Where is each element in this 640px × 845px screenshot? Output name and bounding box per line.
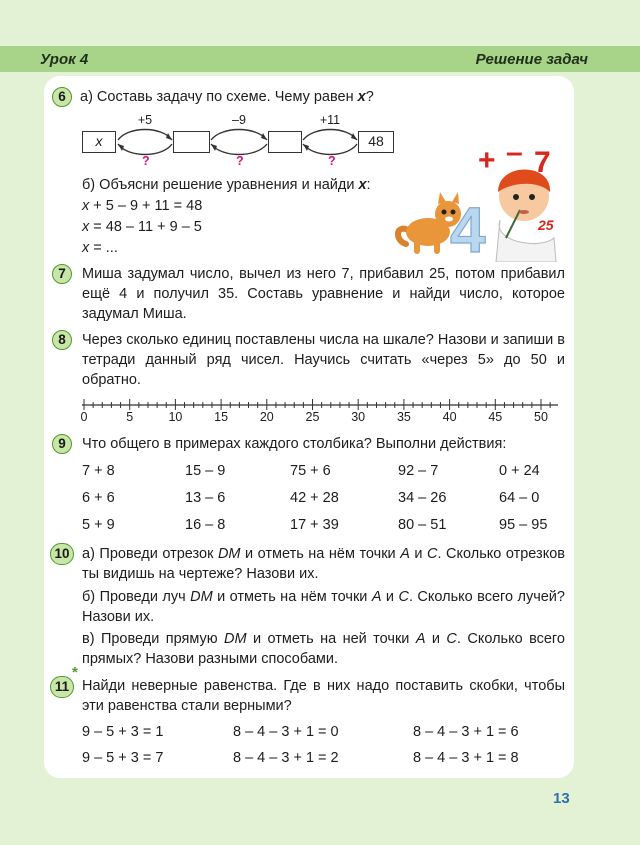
example-expression: 6 + 6: [82, 490, 115, 506]
task-6-equation-3: x = ...: [82, 240, 118, 256]
example-expression: 5 + 9: [82, 517, 115, 533]
scale-label: 25: [305, 410, 320, 424]
equality-expression: 8 – 4 – 3 + 1 = 8: [413, 750, 519, 766]
scale-label: 35: [396, 410, 411, 424]
task-10-number: 10: [50, 543, 74, 565]
example-expression: 75 + 6: [290, 463, 331, 479]
page-number: 13: [553, 790, 570, 807]
scale-label: 30: [351, 410, 366, 424]
equality-expression: 9 – 5 + 3 = 7: [82, 750, 164, 766]
task-8-text: Через сколько единиц поставлены числа на шкале? Назови и запиши в тетради данный ряд чисел. Научись считать «через 5» до 50 и обратно.: [82, 332, 565, 388]
svg-text:4: 4: [450, 194, 486, 262]
scale-label: 10: [168, 410, 183, 424]
task-9-text: Что общего в примерах каждого столбика? Выполни действия:: [82, 436, 507, 452]
task-9-number: 9: [52, 434, 72, 454]
topic-title: Решение задач: [475, 51, 588, 68]
scheme-end-box: 48: [358, 131, 394, 153]
example-expression: 13 – 6: [185, 490, 226, 506]
task-8-number: 8: [52, 330, 72, 350]
task-6-equation-1: x + 5 – 9 + 11 = 48: [82, 198, 203, 214]
task-11-number: 11: [50, 676, 74, 698]
equality-expression: 9 – 5 + 3 = 1: [82, 724, 164, 740]
task-7-number: 7: [52, 264, 72, 284]
example-expression: 0 + 24: [499, 463, 540, 479]
lesson-title: Урок 4: [40, 51, 89, 68]
scale-label: 20: [259, 410, 274, 424]
task-10c-text: в) Проведи прямую DM и отметь на ней точки A и C. Сколько всего прямых? Назови разными способами.: [82, 631, 565, 667]
scheme-question: ?: [328, 154, 336, 168]
scale-label: 5: [126, 410, 134, 424]
scale-label: 15: [214, 410, 229, 424]
task-10b-text: б) Проведи луч DM и отметь на нём точки A и C. Сколько всего лучей? Назови их.: [82, 589, 565, 625]
task-6b-text: б) Объясни решение уравнения и найди x:: [82, 177, 371, 193]
scheme-start-box: x: [82, 131, 116, 153]
task-10a-text: а) Проведи отрезок DM и отметь на нём точки A и C. Сколько отрезков ты видишь на чертеже? Назови их.: [82, 546, 565, 582]
scale-label: 0: [80, 410, 88, 424]
scale-label: 50: [534, 410, 548, 424]
scheme-op-2: –9: [232, 113, 246, 127]
seven-digit: 7: [534, 146, 551, 179]
plus-sign: +: [478, 144, 496, 177]
scheme-question: ?: [142, 154, 150, 168]
equality-expression: 8 – 4 – 3 + 1 = 0: [233, 724, 339, 740]
example-expression: 7 + 8: [82, 463, 115, 479]
twenty-five-label: 25: [538, 217, 554, 233]
equality-expression: 8 – 4 – 3 + 1 = 2: [233, 750, 339, 766]
scale-label: 40: [442, 410, 457, 424]
scheme-op-1: +5: [137, 113, 153, 127]
equality-expression: 8 – 4 – 3 + 1 = 6: [413, 724, 519, 740]
example-expression: 92 – 7: [398, 463, 439, 479]
example-expression: 80 – 51: [398, 517, 447, 533]
example-expression: 17 + 39: [290, 517, 339, 533]
task-6-equation-2: x = 48 – 11 + 9 – 5: [82, 219, 202, 235]
scheme-op-3: +11: [319, 113, 341, 127]
example-expression: 42 + 28: [290, 490, 339, 506]
example-expression: 34 – 26: [398, 490, 447, 506]
task-6-number: 6: [52, 87, 72, 107]
example-expression: 64 – 0: [499, 490, 540, 506]
task-7-text: Миша задумал число, вычел из него 7, прибавил 25, потом прибавил ещё 4 и получил 35. Составь уравнение и найди число, которое задумал Миша.: [82, 266, 565, 322]
example-expression: 16 – 8: [185, 517, 226, 533]
scheme-question: ?: [236, 154, 244, 168]
minus-sign: –: [506, 142, 523, 169]
task-11-text: Найди неверные равенства. Где в них надо поставить скобки, чтобы эти равенства стали верными?: [82, 678, 565, 714]
example-expression: 95 – 95: [499, 517, 548, 533]
scale-label: 45: [488, 410, 503, 424]
task-11-star: *: [72, 664, 78, 681]
task-6a-text: а) Составь задачу по схеме. Чему равен x?: [80, 89, 374, 105]
example-expression: 15 – 9: [185, 463, 226, 479]
